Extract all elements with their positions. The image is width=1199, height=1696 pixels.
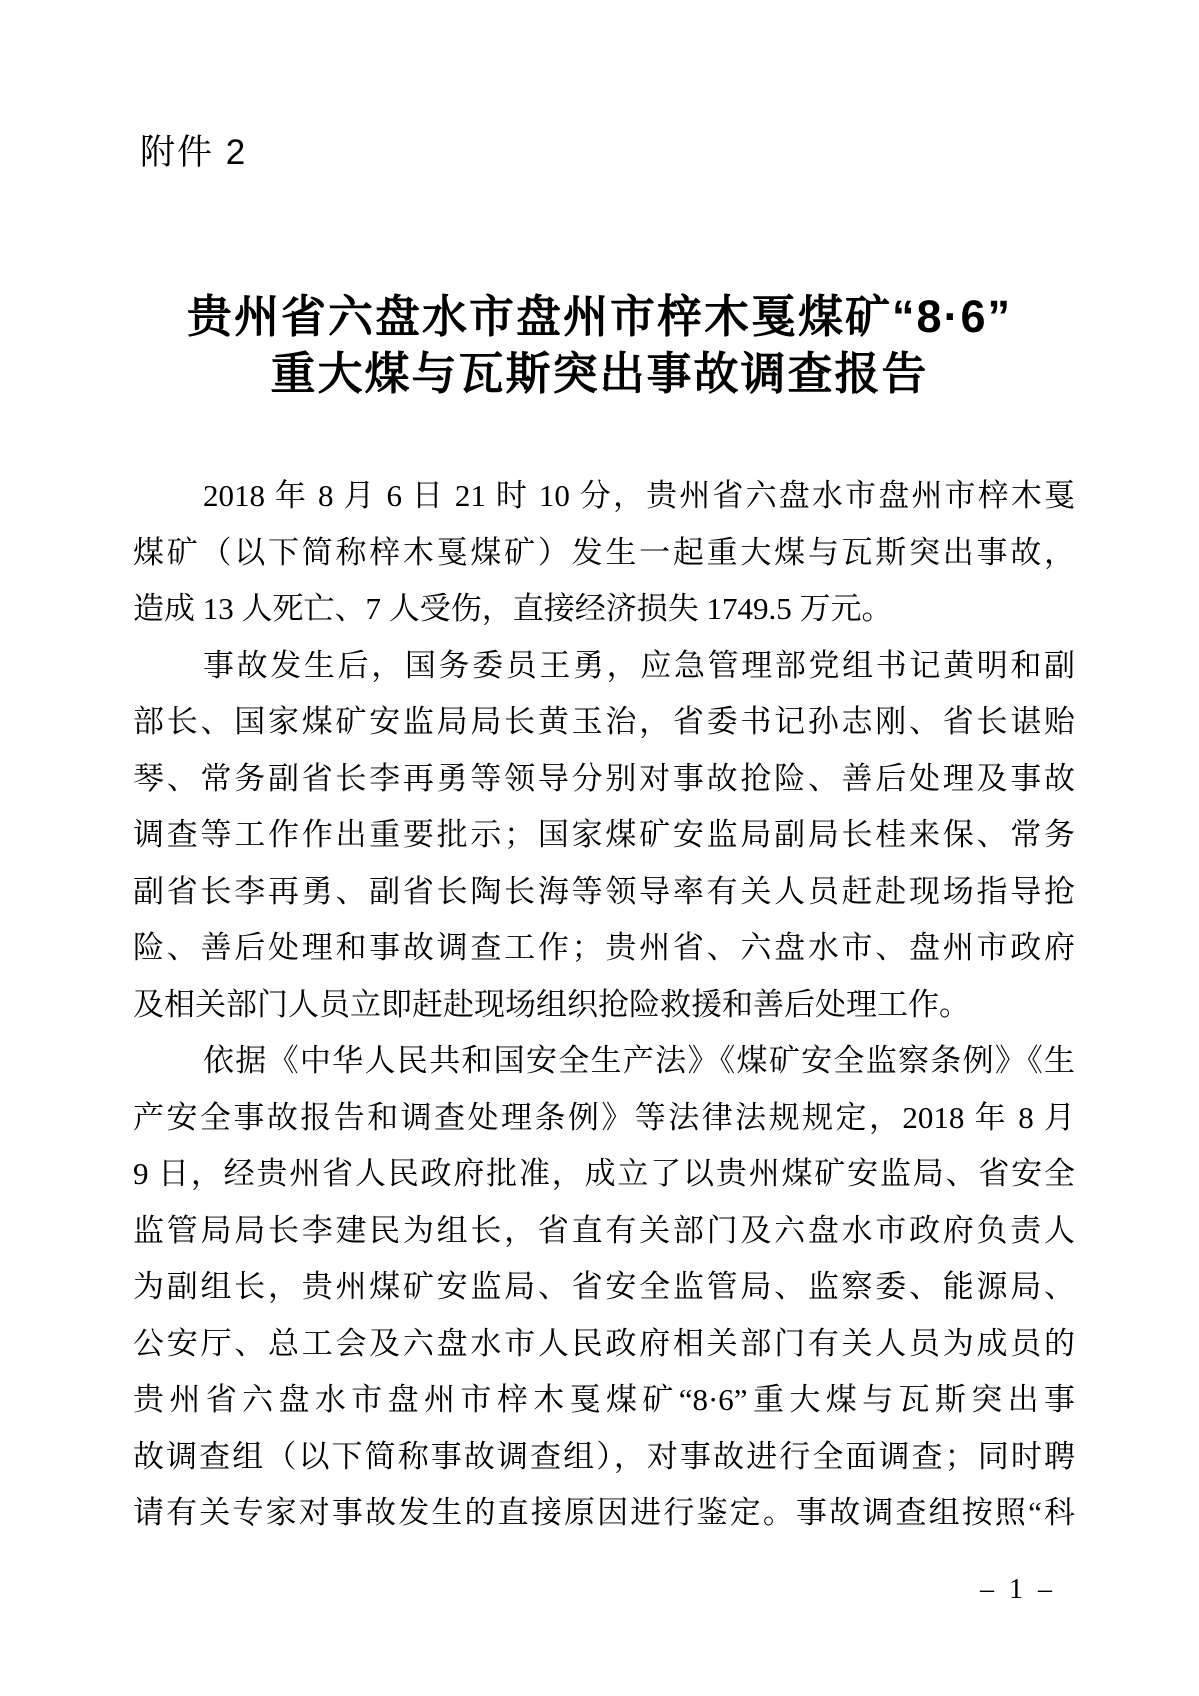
body-line: 及相关部门人员立即赶赴现场组织抢险救援和善后处理工作。 [133, 986, 970, 1022]
body-line: 造成 13 人死亡、7 人受伤，直接经济损失 1749.5 万元。 [133, 591, 893, 626]
body-line: 请有关专家对事故发生的直接原因进行鉴定。事故调查组按照“科 [133, 1495, 1075, 1530]
paragraph-1 [133, 468, 1075, 638]
body-line: 琴、常务副省长李再勇等领导分别对事故抢险、善后处理及事故 [133, 760, 1075, 796]
paragraph-3 [133, 1033, 1075, 1542]
body-line: 2018 年 8 月 6 日 21 时 10 分，贵州省六盘水市盘州市梓木戛 [203, 478, 1075, 513]
body-line: 副省长李再勇、副省长陶长海等领导率有关人员赶赴现场指导抢 [133, 873, 1075, 909]
page-number: – 1 – [980, 1574, 1056, 1605]
title-line-1: 贵州省六盘水市盘州市梓木戛煤矿“8·6” [186, 291, 1013, 342]
paragraph-2 [133, 638, 1075, 1034]
body-line: 为副组长，贵州煤矿安监局、省安全监管局、监察委、能源局、 [133, 1269, 1075, 1304]
body-line: 依据《中华人民共和国安全生产法》《煤矿安全监察条例》《生 [203, 1043, 1075, 1078]
body-line: 监管局局长李建民为组长，省直有关部门及六盘水市政府负责人 [133, 1212, 1075, 1248]
body-line: 公安厅、总工会及六盘水市人民政府相关部门有关人员为成员的 [133, 1325, 1075, 1361]
document-title [0, 288, 1199, 402]
body-line: 产安全事故报告和调查处理条例》等法律法规规定，2018 年 8 月 [133, 1099, 1075, 1135]
body-line: 故调查组（以下简称事故调查组），对事故进行全面调查；同时聘 [133, 1438, 1075, 1474]
body-line: 险、善后处理和事故调查工作；贵州省、六盘水市、盘州市政府 [133, 930, 1075, 965]
body-line: 事故发生后，国务委员王勇，应急管理部党组书记黄明和副 [203, 647, 1075, 683]
attachment-label: 附件 2 [140, 133, 248, 172]
title-line-2: 重大煤与瓦斯突出事故调查报告 [270, 348, 929, 399]
body-line: 贵州省六盘水市盘州市梓木戛煤矿“8·6”重大煤与瓦斯突出事 [133, 1382, 1075, 1417]
body-line: 调查等工作作出重要批示；国家煤矿安监局副局长桂来保、常务 [133, 817, 1075, 852]
body-line: 部长、国家煤矿安监局局长黄玉治，省委书记孙志刚、省长谌贻 [133, 704, 1075, 739]
body-line: 9 日，经贵州省人民政府批准，成立了以贵州煤矿安监局、省安全 [133, 1156, 1075, 1191]
document-body [133, 468, 1075, 1542]
body-line: 煤矿（以下简称梓木戛煤矿）发生一起重大煤与瓦斯突出事故， [133, 534, 1075, 570]
